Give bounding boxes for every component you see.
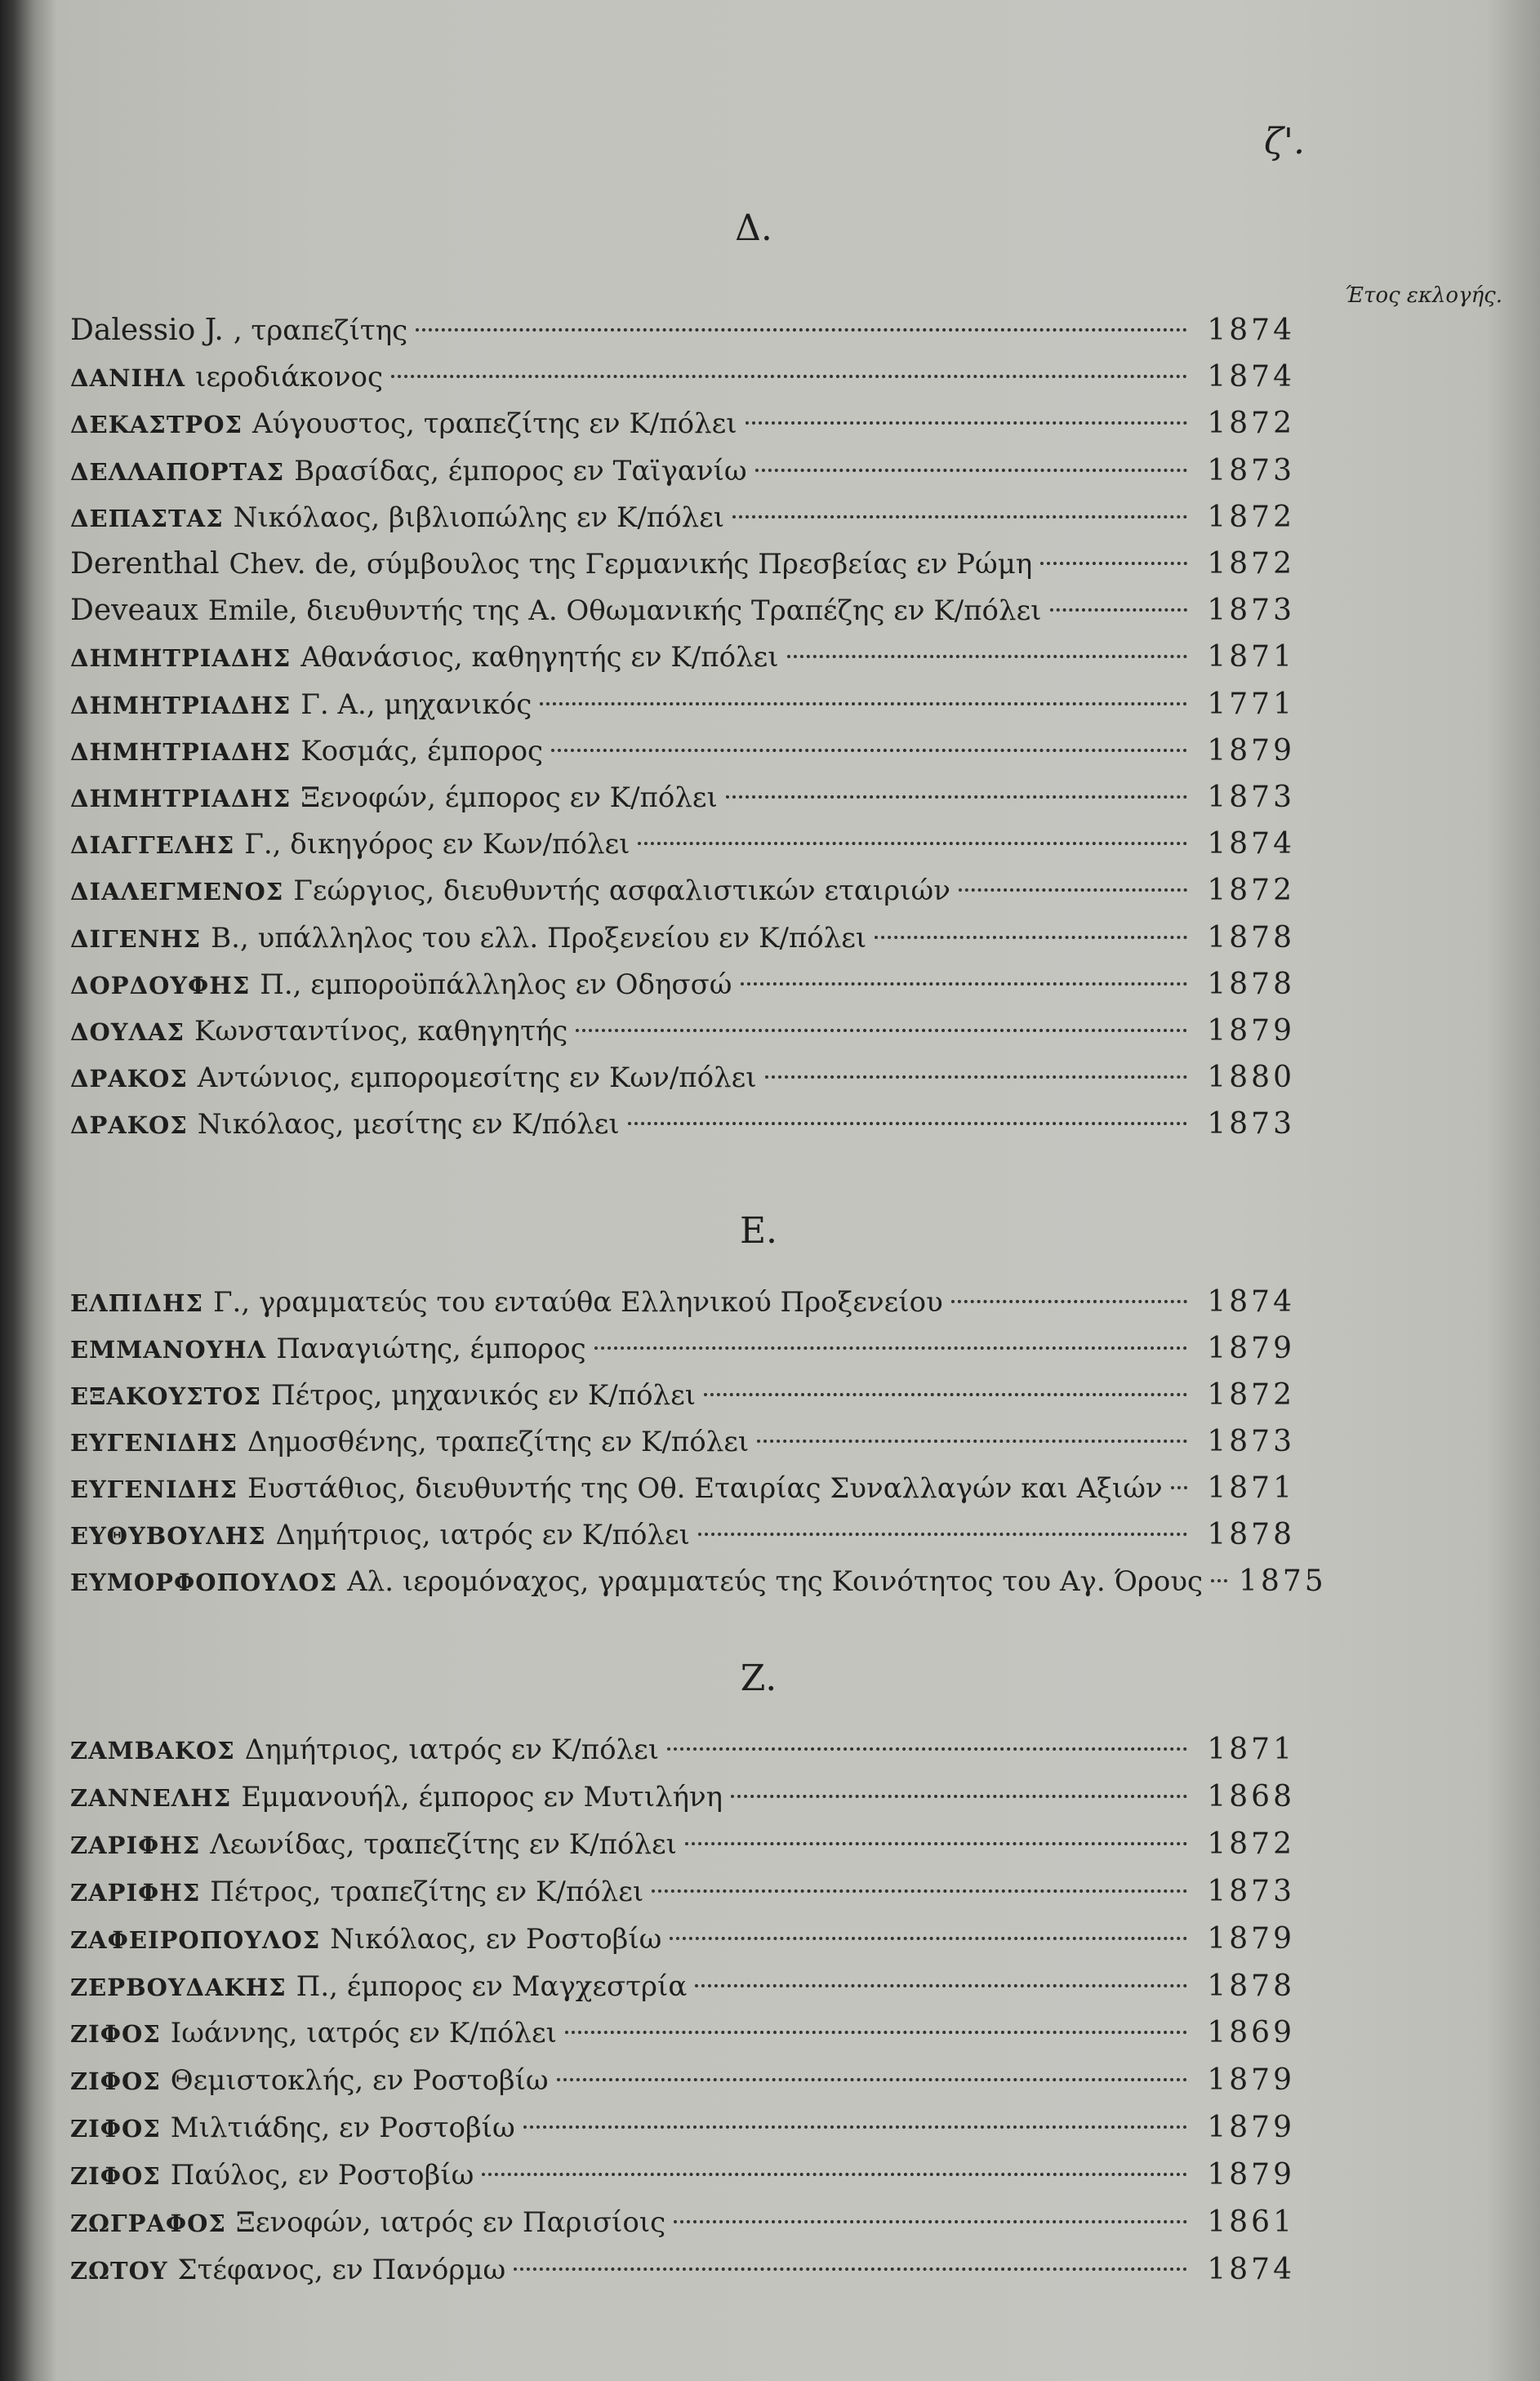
entry-year: 1874 <box>1207 360 1295 394</box>
entry-row <box>70 2063 1295 2103</box>
entry-year: 1872 <box>1207 547 1295 581</box>
entry-surname: ΕΛΠΙΔΗΣ <box>70 1289 203 1317</box>
dot-leader <box>757 1440 1187 1443</box>
dot-leader <box>514 2268 1187 2271</box>
entry-description: Ευστάθιος, διευθυντής της Οθ. Εταιρίας Συναλλαγών και Αξιών <box>247 1472 1163 1505</box>
entry-description: Εμμανουήλ, έμπορος εν Μυτιλήνη <box>241 1780 723 1814</box>
entry-row <box>70 2111 1295 2150</box>
entry-year: 1878 <box>1207 1518 1295 1551</box>
entry-row <box>70 2016 1295 2055</box>
section-heading-epsilon: Ε. <box>739 1210 778 1252</box>
entry-row <box>70 314 1295 353</box>
entry-year: 1873 <box>1207 781 1295 814</box>
dot-leader <box>670 1937 1187 1940</box>
entry-row <box>70 1332 1295 1371</box>
dot-leader <box>551 749 1187 752</box>
dot-leader <box>667 1747 1187 1751</box>
entry-row <box>70 2253 1295 2292</box>
entry-year: 1880 <box>1207 1061 1295 1095</box>
entry-year: 1874 <box>1207 827 1295 861</box>
entry-surname: ΕΥΜΟΡΦΟΠΟΥΛΟΣ <box>70 1569 338 1596</box>
entry-description: Δημήτριος, ιατρός εν Κ/πόλει <box>275 1519 690 1551</box>
entry-row <box>70 827 1295 866</box>
dot-leader <box>638 842 1187 845</box>
entry-description: Νικόλαος, βιβλιοπώλης εν Κ/πόλει <box>233 501 725 534</box>
dot-leader <box>652 1889 1187 1893</box>
entry-description: , τραπεζίτης <box>233 314 408 347</box>
entry-surname: ΔΗΜΗΤΡΙΑΔΗΣ <box>70 785 292 812</box>
entry-description: Παύλος, εν Ροστοβίω <box>170 2159 474 2192</box>
dot-leader <box>628 1122 1187 1125</box>
entry-year: 1874 <box>1207 314 1295 347</box>
entry-description: Β., υπάλληλος του ελλ. Προξενείου εν Κ/πόλει <box>211 921 867 955</box>
dot-leader <box>959 888 1187 892</box>
entry-description: Ξενοφών, έμπορος εν Κ/πόλει <box>300 781 718 814</box>
entry-description: Γ. Α., μηχανικός <box>300 688 532 721</box>
entry-year: 1861 <box>1207 2205 1295 2239</box>
entry-year: 1771 <box>1207 687 1295 721</box>
entry-row <box>70 2158 1295 2197</box>
entry-surname: ΔΑΝΙΗΛ <box>70 364 185 393</box>
entry-surname: ΖΑΝΝΕΛΗΣ <box>70 1783 232 1812</box>
entry-year: 1873 <box>1207 594 1295 628</box>
dot-leader <box>674 2220 1187 2223</box>
entry-year: 1868 <box>1207 1779 1295 1814</box>
entry-surname: ΕΜΜΑΝΟΥΗΛ <box>70 1336 267 1364</box>
entry-description: Κοσμάς, έμπορος <box>300 734 544 768</box>
entry-year: 1872 <box>1207 500 1295 534</box>
entry-row <box>70 1733 1295 1772</box>
entry-description: ιεροδιάκονος <box>194 361 384 394</box>
entry-description: Πέτρος, μηχανικός εν Κ/πόλει <box>271 1379 697 1412</box>
entry-row <box>70 547 1295 586</box>
entry-description: Κωνσταντίνος, καθηγητής <box>194 1015 568 1048</box>
entry-row <box>70 1061 1295 1100</box>
entry-surname: Deveaux <box>70 594 198 628</box>
entry-description: Αθανάσιος, καθηγητής εν Κ/πόλει <box>300 641 779 674</box>
entry-description: Γ., δικηγόρος εν Κων/πόλει <box>244 828 630 861</box>
entry-year: 1874 <box>1207 2252 1295 2286</box>
entry-row <box>70 1285 1295 1324</box>
entry-year: 1878 <box>1207 920 1295 955</box>
entry-row <box>70 407 1295 446</box>
entry-surname: ΔΕΠΑΣΤΑΣ <box>70 504 224 532</box>
entry-surname: ΔΗΜΗΤΡΙΑΔΗΣ <box>70 644 292 673</box>
entry-description: Δημοσθένης, τραπεζίτης εν Κ/πόλει <box>247 1426 750 1458</box>
entry-row <box>70 1969 1295 2009</box>
entry-row <box>70 1780 1295 1819</box>
entry-description: Μιλτιάδης, εν Ροστοβίω <box>170 2112 515 2145</box>
entry-row <box>70 1518 1295 1557</box>
entry-surname: ΖΑΦΕΙΡΟΠΟΥΛΟΣ <box>70 1925 321 1954</box>
dot-leader <box>685 1842 1187 1845</box>
entry-year: 1871 <box>1207 1471 1295 1505</box>
entry-year: 1879 <box>1207 1332 1295 1365</box>
entry-row <box>70 1425 1295 1464</box>
entry-surname: ΔΕΛΛΑΠΟΡΤΑΣ <box>70 457 285 486</box>
entry-surname: Derenthal <box>70 547 220 581</box>
entry-year: 1872 <box>1207 874 1295 908</box>
entry-description: Νικόλαος, μεσίτης εν Κ/πόλει <box>197 1108 620 1142</box>
entry-surname: ΔΡΑΚΟΣ <box>70 1111 188 1140</box>
entry-surname: ΔΗΜΗΤΡΙΑΔΗΣ <box>70 691 292 719</box>
entry-row <box>70 1471 1295 1511</box>
entry-description: Παναγιώτης, έμπορος <box>276 1333 586 1365</box>
section-heading-zeta: Ζ. <box>740 1658 777 1699</box>
entry-row <box>70 874 1295 913</box>
dot-leader <box>951 1300 1187 1303</box>
entry-year: 1879 <box>1207 2111 1295 2145</box>
entry-description: Στέφανος, εν Πανόρμω <box>177 2253 506 2286</box>
dot-leader <box>1050 608 1187 612</box>
entry-row <box>70 968 1295 1007</box>
dot-leader <box>576 1029 1187 1032</box>
entry-year: 1873 <box>1207 453 1295 487</box>
entry-surname: ΕΥΘΥΒΟΥΛΗΣ <box>70 1522 266 1550</box>
entry-description: Θεμιστοκλής, εν Ροστοβίω <box>170 2064 549 2098</box>
entry-surname: ΖΑΡΙΦΗΣ <box>70 1878 201 1907</box>
entry-description: Αλ. ιερομόναχος, γραμματεύς της Κοινότητος του Αγ. Όρους <box>347 1565 1204 1598</box>
entry-row <box>70 921 1295 960</box>
dot-leader <box>482 2173 1187 2176</box>
entry-year: 1873 <box>1207 1874 1295 1908</box>
entry-description: Ξενοφών, ιατρός εν Παρισίοις <box>235 2206 666 2239</box>
dot-leader <box>746 421 1187 425</box>
entry-surname: ΕΞΑΚΟΥΣΤΟΣ <box>70 1382 262 1410</box>
entry-row <box>70 454 1295 493</box>
entry-row <box>70 1378 1295 1417</box>
dot-leader <box>875 936 1187 939</box>
dot-leader <box>416 328 1187 332</box>
dot-leader <box>755 469 1187 472</box>
page-number: ζ'. <box>1264 121 1305 162</box>
entry-surname: ΖΙΦΟΣ <box>70 2020 161 2049</box>
entry-description: Δημήτριος, ιατρός εν Κ/πόλει <box>244 1733 660 1766</box>
dot-leader <box>765 1075 1187 1079</box>
entry-description: Γ., γραμματεύς του ενταύθα Ελληνικού Προξενείου <box>212 1286 943 1319</box>
entry-surname: ΔΟΥΛΑΣ <box>70 1018 185 1046</box>
entry-year: 1872 <box>1207 1378 1295 1412</box>
entry-surname: ΕΥΓΕΝΙΔΗΣ <box>70 1429 238 1457</box>
entry-row <box>70 1922 1295 1961</box>
dot-leader <box>565 2031 1187 2034</box>
dot-leader <box>695 1984 1187 1987</box>
entry-year: 1874 <box>1207 1285 1295 1319</box>
entry-row <box>70 1875 1295 1914</box>
column-header-election-year: Έτος εκλογής. <box>1344 283 1502 308</box>
entry-surname: ΖΙΦΟΣ <box>70 2115 161 2143</box>
dot-leader <box>1171 1486 1187 1489</box>
dot-leader <box>787 655 1187 658</box>
entry-surname: ΕΥΓΕΝΙΔΗΣ <box>70 1475 238 1503</box>
entry-surname: ΖΙΦΟΣ <box>70 2067 161 2096</box>
entry-year: 1879 <box>1207 733 1295 768</box>
entry-surname: ΔΙΑΛΕΓΜΕΝΟΣ <box>70 878 284 906</box>
section-heading-delta: Δ. <box>735 207 772 249</box>
entry-year: 1879 <box>1207 2158 1295 2192</box>
entry-description: Π., εμποροϋπάλληλος εν Οδησσώ <box>260 968 732 1001</box>
dot-leader <box>1211 1579 1227 1582</box>
entry-year: 1872 <box>1207 1827 1295 1861</box>
entry-year: 1879 <box>1207 2063 1295 2098</box>
entry-year: 1873 <box>1207 1107 1295 1142</box>
dot-leader <box>741 982 1187 986</box>
entry-surname: ΔΙΑΓΓΕΛΗΣ <box>70 831 235 860</box>
entry-description: Αύγουστος, τραπεζίτης εν Κ/πόλει <box>251 407 737 441</box>
entry-row <box>70 781 1295 820</box>
entry-description: Πέτρος, τραπεζίτης εν Κ/πόλει <box>210 1875 644 1908</box>
dot-leader <box>594 1346 1187 1350</box>
entry-description: Αντώνιος, εμπορομεσίτης εν Κων/πόλει <box>197 1061 757 1095</box>
entry-year: 1872 <box>1207 407 1295 441</box>
entry-row <box>70 640 1295 679</box>
dot-leader <box>557 2078 1187 2081</box>
entry-description: Emile, διευθυντής της Α. Οθωμανικής Τραπέζης εν Κ/πόλει <box>207 594 1042 628</box>
dot-leader <box>732 515 1187 518</box>
entry-year: 1873 <box>1207 1425 1295 1458</box>
entry-row <box>70 501 1295 540</box>
entry-year: 1878 <box>1207 967 1295 1001</box>
entry-description: Π., έμπορος εν Μαγχεστρία <box>296 1969 688 2003</box>
entry-surname: Dalessio J. <box>70 314 224 347</box>
dot-leader <box>726 795 1187 799</box>
entry-surname: ΔΟΡΔΟΥΦΗΣ <box>70 971 251 999</box>
entry-row <box>70 2205 1295 2245</box>
entry-row <box>70 594 1295 633</box>
entry-description: Ιωάννης, ιατρός εν Κ/πόλει <box>170 2017 557 2050</box>
entry-surname: ΔΕΚΑΣΤΡΟΣ <box>70 411 243 439</box>
entry-year: 1871 <box>1207 1733 1295 1766</box>
entry-row <box>70 1014 1295 1053</box>
entry-row <box>70 688 1295 727</box>
entry-surname: ΖΑΜΒΑΚΟΣ <box>70 1737 235 1765</box>
entry-row <box>70 1827 1295 1867</box>
dot-leader <box>540 702 1187 705</box>
dot-leader <box>523 2125 1187 2129</box>
entry-row <box>70 1107 1295 1146</box>
dot-leader <box>704 1393 1187 1396</box>
entry-row <box>70 734 1295 773</box>
dot-leader <box>1040 562 1187 565</box>
entry-year: 1871 <box>1207 640 1295 674</box>
entry-year: 1878 <box>1207 1969 1295 2003</box>
entry-surname: ΖΩΤΟΥ <box>70 2256 168 2285</box>
entry-surname: ΔΡΑΚΟΣ <box>70 1065 188 1093</box>
dot-leader <box>731 1795 1187 1798</box>
entry-description: Νικόλαος, εν Ροστοβίω <box>330 1922 662 1956</box>
entry-year: 1869 <box>1207 2016 1295 2050</box>
entry-description: Λεωνίδας, τραπεζίτης εν Κ/πόλει <box>210 1827 677 1861</box>
dot-leader <box>391 375 1187 378</box>
entry-surname: ΔΗΜΗΤΡΙΑΔΗΣ <box>70 737 292 766</box>
entry-surname: ΖΑΡΙΦΗΣ <box>70 1831 201 1859</box>
entry-surname: ΔΙΓΕΝΗΣ <box>70 924 202 953</box>
entry-surname: ΖΕΡΒΟΥΔΑΚΗΣ <box>70 1973 287 2001</box>
entry-description: Chev. de, σύμβουλος της Γερμανικής Πρεσβείας εν Ρώμη <box>229 548 1033 581</box>
entry-row <box>70 1564 1327 1604</box>
entry-year: 1875 <box>1239 1564 1327 1598</box>
entry-surname: ΖΙΦΟΣ <box>70 2162 161 2191</box>
dot-leader <box>698 1533 1187 1536</box>
entry-description: Γεώργιος, διευθυντής ασφαλιστικών εταιριών <box>293 875 950 908</box>
entry-surname: ΖΩΓΡΑΦΟΣ <box>70 2210 226 2237</box>
entry-description: Βρασίδας, έμπορος εν Ταϊγανίω <box>294 454 747 487</box>
entry-year: 1879 <box>1207 1921 1295 1956</box>
entry-row <box>70 360 1295 399</box>
entry-year: 1879 <box>1207 1014 1295 1048</box>
